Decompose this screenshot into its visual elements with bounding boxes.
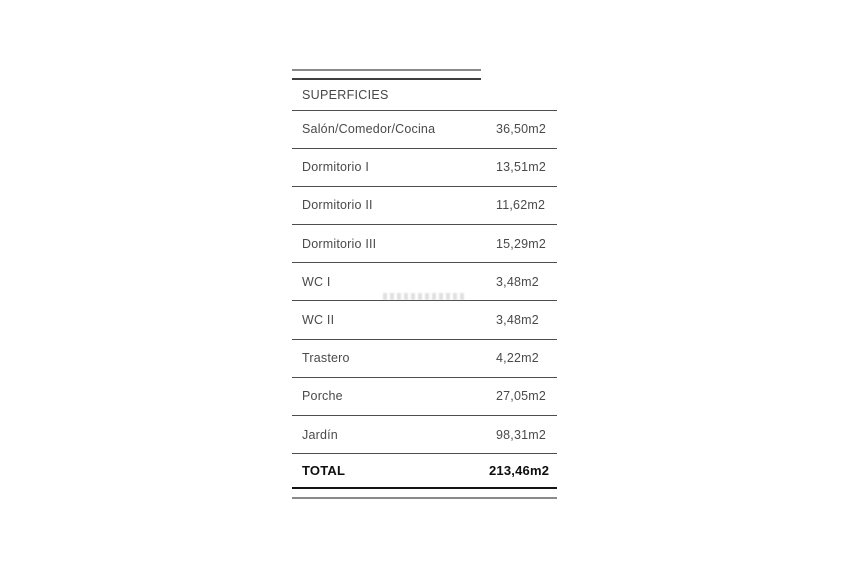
row-label: Porche [302, 389, 343, 404]
row-value: 13,51m2 [496, 160, 547, 175]
table-row [292, 340, 557, 378]
row-label: WC II [302, 313, 335, 328]
bottom-rule-gray [292, 497, 557, 499]
row-value: 98,31m2 [496, 427, 547, 442]
row-value: 36,50m2 [496, 122, 547, 137]
row-value: 27,05m2 [496, 389, 547, 404]
table-row [292, 378, 557, 416]
table-total-row [292, 454, 557, 489]
total-value: 213,46m2 [489, 463, 550, 479]
row-value: 15,29m2 [496, 236, 547, 251]
row-label: Dormitorio III [302, 236, 377, 251]
table-row [292, 187, 557, 225]
table-title: SUPERFICIES [302, 87, 389, 102]
table-row [292, 225, 557, 263]
table-row [292, 416, 557, 454]
row-label: Dormitorio I [302, 160, 369, 175]
row-value: 3,48m2 [496, 274, 539, 289]
total-label: TOTAL [302, 463, 346, 479]
row-value: 11,62m2 [496, 198, 546, 213]
row-value: 4,22m2 [496, 351, 539, 366]
row-label: Jardín [302, 427, 338, 442]
row-label: Dormitorio II [302, 198, 373, 213]
top-rule-gray [292, 69, 481, 71]
table-row [292, 301, 557, 339]
row-label: WC I [302, 274, 331, 289]
table-row [292, 263, 557, 301]
row-label: Salón/Comedor/Cocina [302, 122, 436, 137]
table-row [292, 111, 557, 149]
superficies-table [292, 69, 557, 499]
row-value: 3,48m2 [496, 313, 539, 328]
row-label: Trastero [302, 351, 350, 366]
table-row [292, 149, 557, 187]
table-header [292, 80, 557, 111]
